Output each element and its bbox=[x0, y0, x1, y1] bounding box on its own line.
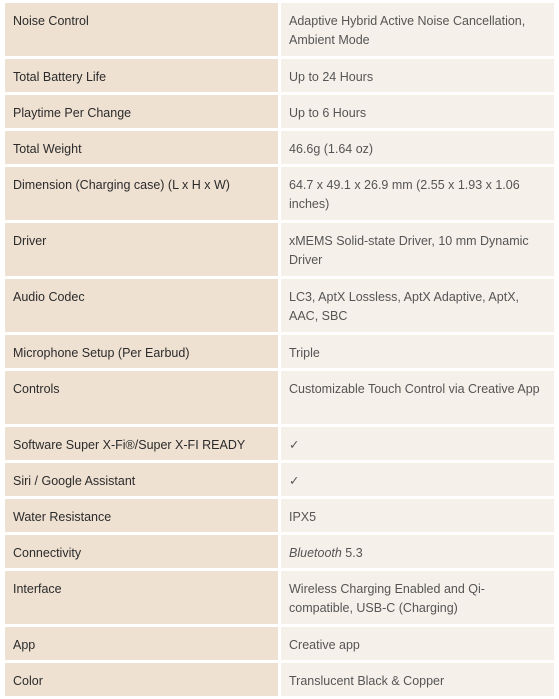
spec-label: Noise Control bbox=[5, 3, 278, 56]
spec-row-noise-control bbox=[5, 3, 554, 56]
spec-value: Wireless Charging Enabled and Qi-compatible, USB-C (Charging) bbox=[281, 571, 554, 624]
spec-label: Software Super X-Fi®/Super X-FI READY bbox=[5, 427, 278, 460]
spec-value: Customizable Touch Control via Creative App bbox=[281, 371, 554, 424]
spec-value: 64.7 x 49.1 x 26.9 mm (2.55 x 1.93 x 1.06 inches) bbox=[281, 167, 554, 220]
spec-row-playtime bbox=[5, 95, 554, 128]
spec-value: IPX5 bbox=[281, 499, 554, 532]
spec-row-microphone-setup bbox=[5, 335, 554, 368]
spec-label: Total Weight bbox=[5, 131, 278, 164]
spec-value: Creative app bbox=[281, 627, 554, 660]
spec-value: 46.6g (1.64 oz) bbox=[281, 131, 554, 164]
spec-row-siri-google-assistant bbox=[5, 463, 554, 496]
spec-label: Dimension (Charging case) (L x H x W) bbox=[5, 167, 278, 220]
spec-label: Playtime Per Change bbox=[5, 95, 278, 128]
spec-value: Up to 6 Hours bbox=[281, 95, 554, 128]
spec-value: xMEMS Solid-state Driver, 10 mm Dynamic Driver bbox=[281, 223, 554, 276]
spec-label: Water Resistance bbox=[5, 499, 278, 532]
spec-row-total-battery-life bbox=[5, 59, 554, 92]
spec-row-dimension bbox=[5, 167, 554, 220]
bluetooth-version: 5.3 bbox=[341, 546, 363, 560]
spec-value: Adaptive Hybrid Active Noise Cancellation, Ambient Mode bbox=[281, 3, 554, 56]
spec-value: LC3, AptX Lossless, AptX Adaptive, AptX, AAC, SBC bbox=[281, 279, 554, 332]
spec-value: Translucent Black & Copper bbox=[281, 663, 554, 696]
spec-row-interface bbox=[5, 571, 554, 624]
spec-value: Up to 24 Hours bbox=[281, 59, 554, 92]
spec-row-color bbox=[5, 663, 554, 696]
spec-label: Controls bbox=[5, 371, 278, 424]
spec-label: Interface bbox=[5, 571, 278, 624]
spec-row-controls bbox=[5, 371, 554, 424]
spec-table bbox=[2, 0, 557, 699]
spec-row-total-weight bbox=[5, 131, 554, 164]
checkmark-icon: ✓ bbox=[281, 427, 554, 460]
checkmark-icon: ✓ bbox=[281, 463, 554, 496]
spec-label: Microphone Setup (Per Earbud) bbox=[5, 335, 278, 368]
spec-label: Connectivity bbox=[5, 535, 278, 568]
spec-label: Driver bbox=[5, 223, 278, 276]
spec-row-connectivity bbox=[5, 535, 554, 568]
spec-row-app bbox=[5, 627, 554, 660]
spec-value: Triple bbox=[281, 335, 554, 368]
spec-row-driver bbox=[5, 223, 554, 276]
spec-label: Color bbox=[5, 663, 278, 696]
spec-label: Siri / Google Assistant bbox=[5, 463, 278, 496]
spec-label: Audio Codec bbox=[5, 279, 278, 332]
spec-row-audio-codec bbox=[5, 279, 554, 332]
spec-value bbox=[281, 535, 554, 568]
spec-row-water-resistance bbox=[5, 499, 554, 532]
spec-label: App bbox=[5, 627, 278, 660]
bluetooth-word: Bluetooth bbox=[289, 546, 342, 560]
spec-label: Total Battery Life bbox=[5, 59, 278, 92]
spec-row-software-super-xfi bbox=[5, 427, 554, 460]
